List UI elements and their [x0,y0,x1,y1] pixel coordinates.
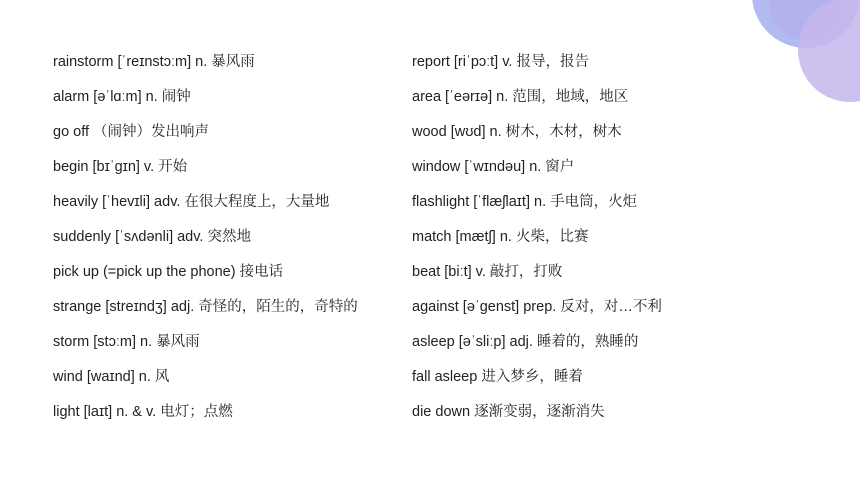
vocab-entry: alarm [əˈlɑːm] n. 闹钟 [53,89,191,105]
vocab-entry: area [ˈeərɪə] n. 范围，地域，地区 [412,89,629,105]
vocab-entry: asleep [əˈsliːp] adj. 睡着的，熟睡的 [412,334,639,350]
vocab-entry: against [əˈɡenst] prep. 反对，对…不利 [412,299,662,315]
vocab-entry: pick up (=pick up the phone) 接电话 [53,264,284,280]
vocab-list-right [412,50,752,435]
vocab-entry: light [laɪt] n. & v. 电灯；点燃 [53,404,233,420]
vocab-entry: begin [bɪˈɡɪn] v. 开始 [53,159,188,175]
vocab-entry: rainstorm [ˈreɪnstɔːm] n. 暴风雨 [53,54,255,70]
vocab-entry: fall asleep 进入梦乡，睡着 [412,369,583,385]
vocab-entry: beat [biːt] v. 敲打，打败 [412,264,563,280]
vocab-entry: wind [waɪnd] n. 风 [53,369,170,385]
vocab-list-left [53,50,393,435]
vocab-entry: storm [stɔːm] n. 暴风雨 [53,334,200,350]
vocab-entry: match [mætʃ] n. 火柴，比赛 [412,229,589,245]
vocab-entry: window [ˈwɪndəu] n. 窗户 [412,159,575,175]
vocab-entry: suddenly [ˈsʌdənli] adv. 突然地 [53,229,251,245]
vocab-entry: strange [streɪndʒ] adj. 奇怪的，陌生的，奇特的 [53,299,358,315]
vocab-entry: report [riˈpɔːt] v. 报导，报告 [412,54,589,70]
vocab-entry: go off （闹钟）发出响声 [53,124,210,140]
vocab-entry: wood [wʊd] n. 树木，木材，树木 [412,124,622,140]
vocab-entry: die down 逐渐变弱，逐渐消失 [412,404,605,420]
vocab-entry: heavily [ˈhevɪli] adv. 在很大程度上，大量地 [53,194,330,210]
vocab-entry: flashlight [ˈflæʃlaɪt] n. 手电筒，火炬 [412,194,638,210]
